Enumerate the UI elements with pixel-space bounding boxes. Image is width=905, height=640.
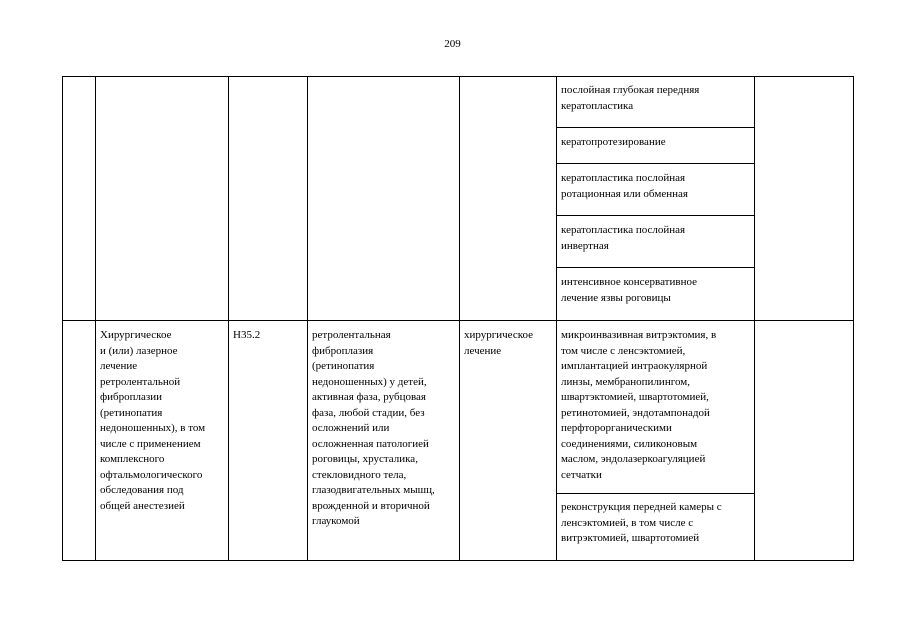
table-top-border xyxy=(62,76,854,77)
text-line: фиброплазия xyxy=(312,344,374,357)
column-divider xyxy=(228,76,229,561)
method-line: сетчатки xyxy=(561,468,602,481)
icd-code: H35.2 xyxy=(233,329,261,341)
method-line: маслом, эндолазеркоагуляцией xyxy=(561,453,706,465)
method-line: перфторорганическими xyxy=(561,422,672,434)
column-divider xyxy=(95,76,96,561)
text-line: стекловидного тела, xyxy=(312,468,407,481)
method-line: инвертная xyxy=(561,239,609,252)
method-line: интенсивное консервативное xyxy=(561,276,697,288)
method-line: швартэктомией, швартотомией, xyxy=(561,391,709,403)
method-line: кератопластика послойная xyxy=(561,224,686,236)
text-line: обследования под xyxy=(100,484,184,496)
treatment-type-cell xyxy=(464,328,556,359)
text-line: офтальмологического xyxy=(100,468,203,481)
text-line: недоношенных) у детей, xyxy=(312,375,427,388)
text-line: Хирургическое xyxy=(100,329,172,341)
column-divider xyxy=(307,76,308,561)
text-line: общей анестезией xyxy=(100,499,185,512)
column-divider xyxy=(556,76,557,561)
text-line: (ретинопатия xyxy=(100,406,163,419)
method-cell xyxy=(561,83,751,114)
row-divider xyxy=(62,320,854,321)
text-line: ретролентальная xyxy=(312,329,391,341)
subcell-divider xyxy=(556,163,754,164)
subcell-divider xyxy=(556,127,754,128)
text-line: врожденной и вторичной xyxy=(312,499,430,512)
method-line: микроинвазивная витрэктомия, в xyxy=(561,329,717,341)
text-line: недоношенных), в том xyxy=(100,422,206,434)
subcell-divider xyxy=(556,493,754,494)
method-line: кератопротезирование xyxy=(561,136,666,148)
text-line: активная фаза, рубцовая xyxy=(312,391,426,403)
subcell-divider xyxy=(556,215,754,216)
text-line: лечение xyxy=(100,360,138,372)
method-line: лечение язвы роговицы xyxy=(561,291,671,304)
method-cell xyxy=(561,328,753,483)
text-line: хирургическое xyxy=(464,329,534,341)
text-line: глаукомой xyxy=(312,515,360,527)
text-line: фаза, любой стадии, без xyxy=(312,406,425,419)
table-bottom-border xyxy=(62,560,854,561)
column-divider xyxy=(459,76,460,561)
text-line: числе с применением xyxy=(100,437,201,450)
method-cell xyxy=(561,223,751,254)
table-left-border xyxy=(62,76,63,561)
method-line: кератопластика послойная xyxy=(561,172,686,184)
method-line: ретинотомией, эндотампонадой xyxy=(561,406,710,419)
subcell-divider xyxy=(556,267,754,268)
diagnosis-cell xyxy=(312,328,458,530)
text-line: лечение xyxy=(464,344,502,357)
method-cell xyxy=(561,500,753,547)
page-number: 209 xyxy=(444,38,461,50)
method-cell xyxy=(561,171,751,202)
method-line: том числе с ленсэктомией, xyxy=(561,344,686,357)
text-line: осложнений или xyxy=(312,422,390,434)
text-line: ретролентальной xyxy=(100,375,181,388)
text-line: фиброплазии xyxy=(100,391,162,403)
method-line: соединениями, силиконовым xyxy=(561,437,698,450)
method-line: ленсэктомией, в том числе с xyxy=(561,516,694,529)
icd-code-cell xyxy=(233,328,305,344)
text-line: (ретинопатия xyxy=(312,360,375,372)
text-line: глазодвигательных мышц, xyxy=(312,484,435,496)
method-cell xyxy=(561,275,751,306)
method-line: линзы, мембранопилингом, xyxy=(561,375,690,388)
text-line: комплексного xyxy=(100,453,165,465)
text-line: и (или) лазерное xyxy=(100,344,178,357)
method-line: реконструкция передней камеры с xyxy=(561,501,722,513)
method-line: ротационная или обменная xyxy=(561,187,688,200)
table-right-border xyxy=(853,76,854,561)
column-divider xyxy=(754,76,755,561)
method-cell xyxy=(561,135,751,151)
text-line: роговицы, хрусталика, xyxy=(312,453,418,465)
treatment-table xyxy=(62,76,854,561)
method-line: витрэктомией, швартотомией xyxy=(561,532,700,544)
text-line: осложненная патологией xyxy=(312,437,429,450)
method-line: кератопластика xyxy=(561,99,634,112)
method-line: послойная глубокая передняя xyxy=(561,84,700,96)
treatment-name-cell xyxy=(100,328,228,514)
method-line: имплантацией интраокулярной xyxy=(561,360,708,372)
